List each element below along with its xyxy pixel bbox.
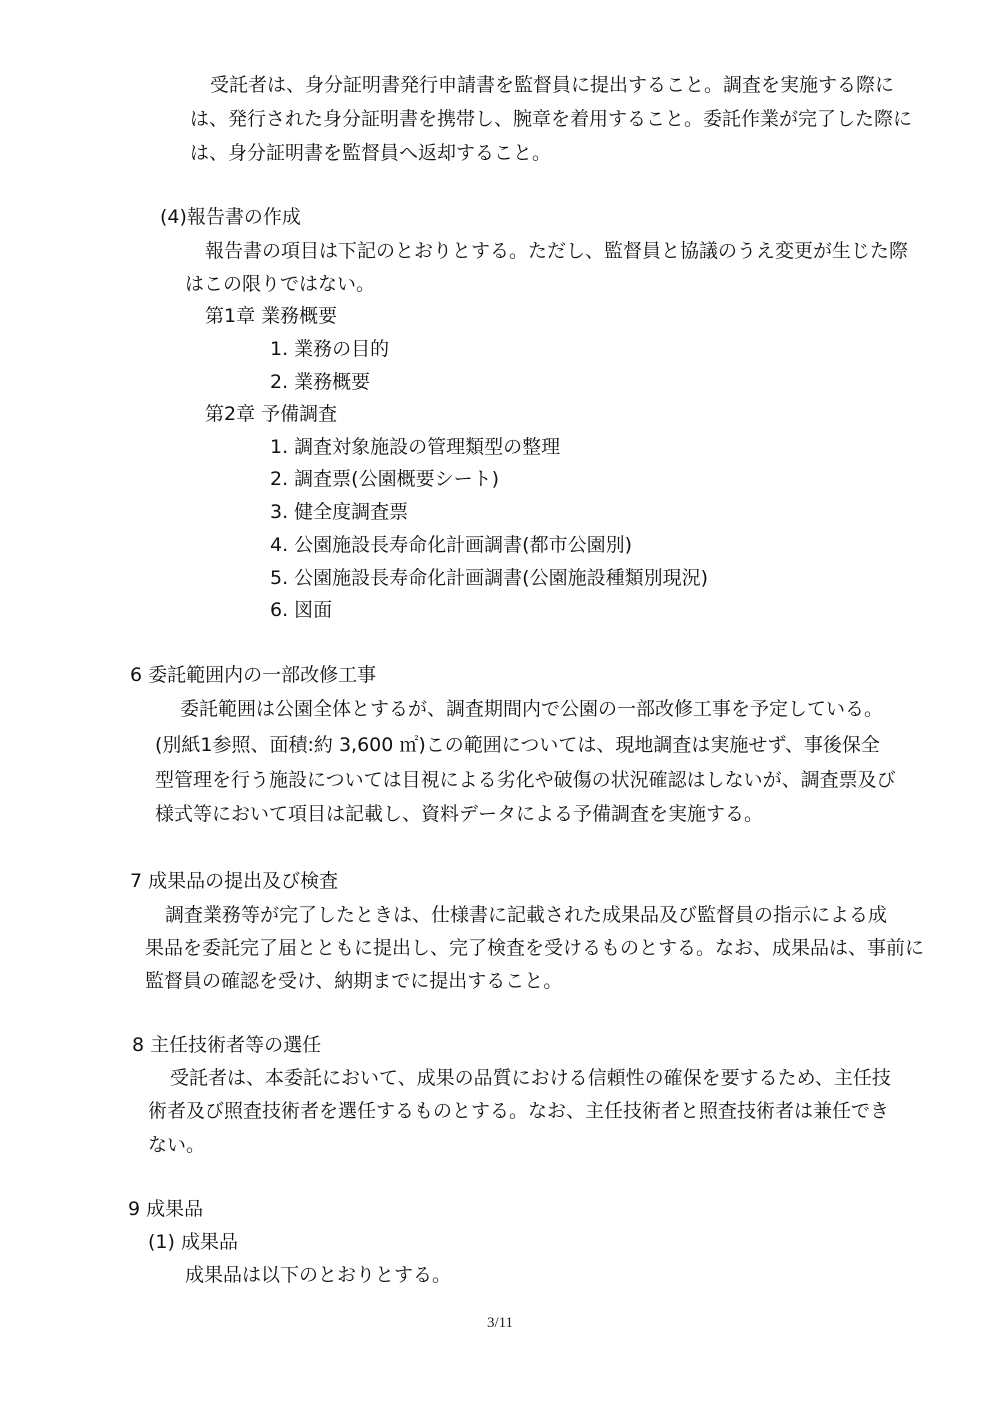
section-6-body-line-3: 型管理を行う施設については目視による劣化や破傷の状況確認はしないが、調査票及び	[155, 769, 896, 791]
intro-line-1: 受託者は、身分証明書発行申請書を監督員に提出すること。調査を実施する際に	[210, 74, 895, 96]
chapter-2-title: 第2章 予備調査	[205, 403, 338, 425]
section-8-body-line-2: 術者及び照査技術者を選任するものとする。なお、主任技術者と照査技術者は兼任でき	[148, 1100, 890, 1122]
chapter-1-item: 2. 業務概要	[270, 371, 371, 393]
chapter-2-item: 3. 健全度調査票	[270, 501, 409, 523]
section-4-body-line-1: 報告書の項目は下記のとおりとする。ただし、監督員と協議のうえ変更が生じた際	[205, 240, 909, 262]
chapter-2-item: 5. 公園施設長寿命化計画調書(公園施設種類別現況)	[270, 567, 708, 589]
section-8-body-line-3: ない。	[148, 1134, 206, 1156]
chapter-2-item: 2. 調査票(公園概要シート)	[270, 468, 499, 490]
section-8-heading: 8 主任技術者等の選任	[132, 1034, 322, 1056]
page-number: 3/11	[486, 1315, 514, 1331]
section-6-body-line-4: 様式等において項目は記載し、資料データによる予備調査を実施する。	[155, 803, 764, 825]
section-6-heading: 6 委託範囲内の一部改修工事	[130, 664, 377, 686]
chapter-2-item: 1. 調査対象施設の管理類型の整理	[270, 436, 561, 458]
section-7-body-line-3: 監督員の確認を受け、納期までに提出すること。	[145, 970, 563, 992]
section-7-body-line-2: 果品を委託完了届とともに提出し、完了検査を受けるものとする。なお、成果品は、事前に	[145, 937, 925, 959]
intro-line-2: は、発行された身分証明書を携帯し、腕章を着用すること。委託作業が完了した際に	[190, 108, 913, 130]
section-7-heading: 7 成果品の提出及び検査	[130, 870, 339, 892]
section-8-body-line-1: 受託者は、本委託において、成果の品質における信頼性の確保を要するため、主任技	[170, 1067, 891, 1089]
section-6-body-line-1: 委託範囲は公園全体とするが、調査期間内で公園の一部改修工事を予定している。	[180, 698, 884, 720]
intro-line-3: は、身分証明書を監督員へ返却すること。	[190, 142, 552, 164]
section-6-body-line-2: (別紙1参照、面積:約 3,600 ㎡)この範囲については、現地調査は実施せず、事後保全	[155, 734, 880, 756]
chapter-1-item: 1. 業務の目的	[270, 338, 390, 360]
chapter-1-title: 第1章 業務概要	[205, 305, 338, 327]
chapter-2-item: 4. 公園施設長寿命化計画調書(都市公園別)	[270, 534, 632, 556]
section-9-subheading: (1) 成果品	[148, 1231, 238, 1253]
section-4-body-line-2: はこの限りではない。	[185, 273, 376, 295]
section-9-heading: 9 成果品	[128, 1198, 204, 1220]
section-7-body-line-1: 調査業務等が完了したときは、仕様書に記載された成果品及び監督員の指示による成	[165, 904, 888, 926]
section-9-body: 成果品は以下のとおりとする。	[185, 1264, 452, 1286]
section-4-heading: (4)報告書の作成	[160, 206, 301, 228]
chapter-2-item: 6. 図面	[270, 599, 333, 621]
